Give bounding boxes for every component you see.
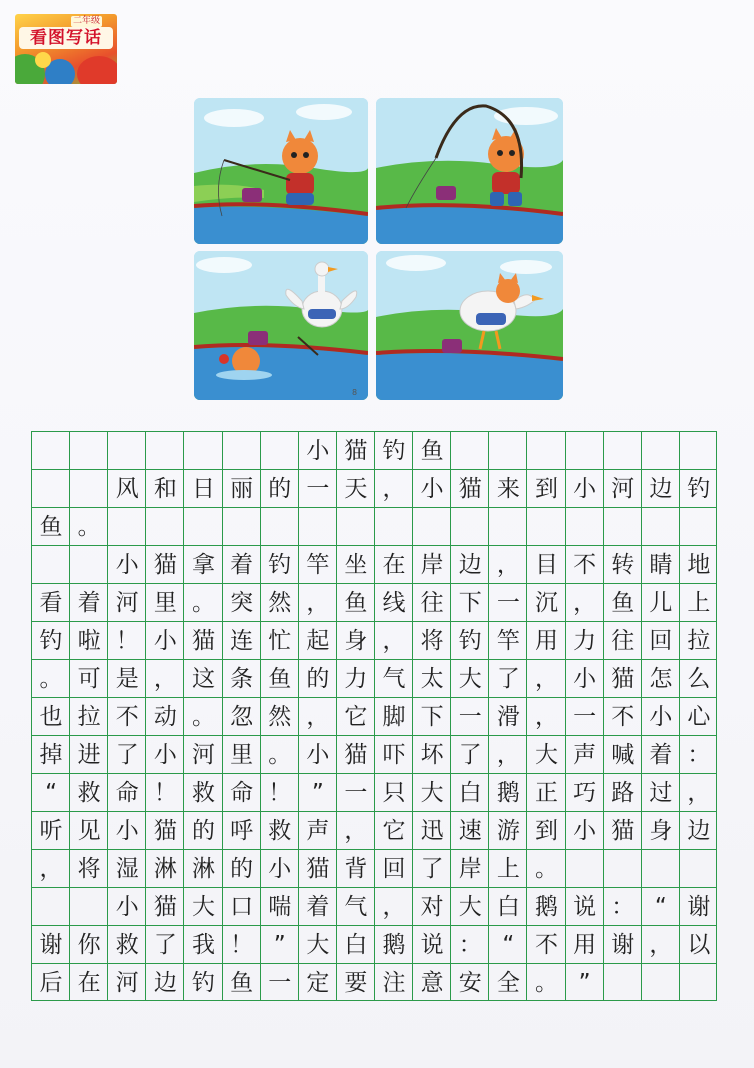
grid-cell: 条 [230,666,254,692]
grid-cell [70,470,108,508]
grid-cell: 拉 [77,704,101,730]
grid-cell: 钓 [382,438,406,464]
grid-cell: 正 [534,780,558,806]
grid-cell: 小 [115,818,139,844]
grid-cell: 淋 [153,856,177,882]
grid-cell [527,432,565,470]
grid-cell: 下 [420,704,444,730]
grid-cell: ！ [230,932,254,958]
grid-cell: 河 [191,742,215,768]
grid-cell: 意 [420,970,444,996]
grid-cell: 边 [153,970,177,996]
grid-cell: 身 [649,818,673,844]
grid-cell: ， [39,856,63,882]
grid-cell: 是 [115,666,139,692]
grid-cell: 谢 [39,932,63,958]
panel-page-number: 8 [352,388,358,397]
grid-cell: 湿 [115,856,139,882]
grid-cell: 只 [382,780,406,806]
grid-cell: 鱼 [230,970,254,996]
book-logo [15,14,117,84]
grid-cell: 过 [649,780,673,806]
essay-title-row [32,432,716,470]
grid-cell: 命 [115,780,139,806]
essay-text-row [32,622,716,660]
grid-cell: 回 [382,856,406,882]
grid-cell: 小 [573,666,597,692]
grid-cell: 连 [230,628,254,654]
grid-cell [32,432,70,470]
grid-cell [680,432,718,470]
grid-cell: 不 [573,552,597,578]
grid-cell: 竿 [496,628,520,654]
grid-cell: 。 [534,856,558,882]
grid-cell: 不 [534,932,558,958]
grid-cell [680,964,718,1002]
grid-cell: ， [496,552,520,578]
grid-cell: 进 [77,742,101,768]
grid-cell: 猫 [153,818,177,844]
grid-cell [223,432,261,470]
grid-cell: 边 [687,818,711,844]
grid-cell: 背 [344,856,368,882]
grid-cell: 日 [191,476,215,502]
essay-text-row [32,470,716,508]
grid-cell: 岸 [420,552,444,578]
grid-cell: 到 [534,476,558,502]
essay-text-row [32,508,716,546]
grid-cell [604,508,642,546]
grid-cell: 了 [496,666,520,692]
grid-cell: 猫 [153,552,177,578]
grid-cell: 喘 [268,894,292,920]
grid-cell [184,508,222,546]
essay-text-row [32,850,716,888]
grid-cell: 白 [344,932,368,958]
grid-cell: 游 [496,818,520,844]
grid-cell: 然 [268,704,292,730]
grid-cell: 猫 [306,856,330,882]
grid-cell: 河 [115,590,139,616]
grid-cell: 小 [573,476,597,502]
grid-cell [32,888,70,926]
grid-cell: 。 [39,666,63,692]
grid-cell [680,850,718,888]
illustration-panel-2 [376,98,563,244]
grid-cell: ！ [268,780,292,806]
grid-cell: 小 [306,438,330,464]
grid-cell [261,508,299,546]
grid-cell: 拉 [687,628,711,654]
grid-cell: 猫 [153,894,177,920]
grid-cell: 一 [573,704,597,730]
grid-cell: 猫 [344,742,368,768]
grid-cell: 速 [458,818,482,844]
grid-cell: 见 [77,818,101,844]
grid-cell: 鱼 [39,514,63,540]
grid-cell: 坏 [420,742,444,768]
grid-cell: ， [534,666,558,692]
grid-cell: ， [496,742,520,768]
grid-cell [642,964,680,1002]
grid-cell: 大 [191,894,215,920]
grid-cell: 太 [420,666,444,692]
grid-cell: 里 [230,742,254,768]
essay-text-row [32,660,716,698]
grid-cell: ！ [153,780,177,806]
grid-cell: 安 [458,970,482,996]
grid-cell: 了 [420,856,444,882]
grid-cell: 竿 [306,552,330,578]
grid-cell: 不 [611,704,635,730]
grid-cell: ： [687,742,711,768]
grid-cell: 睛 [649,552,673,578]
grid-cell: 将 [77,856,101,882]
grid-cell [146,432,184,470]
grid-cell: 谢 [611,932,635,958]
grid-cell: 它 [344,704,368,730]
grid-cell [566,850,604,888]
grid-cell: 力 [573,628,597,654]
grid-cell: 的 [268,476,292,502]
grid-cell [566,508,604,546]
grid-cell: 救 [191,780,215,806]
grid-cell: 忙 [268,628,292,654]
grid-cell: ， [382,476,406,502]
essay-text-row [32,736,716,774]
grid-cell: 到 [534,818,558,844]
grid-cell: 救 [268,818,292,844]
grid-cell: 巧 [573,780,597,806]
grid-cell: 命 [230,780,254,806]
essay-text-row [32,964,716,1002]
grid-cell: 口 [230,894,254,920]
grid-cell: 着 [306,894,330,920]
grid-cell: 救 [115,932,139,958]
grid-cell: 我 [191,932,215,958]
grid-cell [489,432,527,470]
grid-cell: 边 [458,552,482,578]
grid-cell: 河 [115,970,139,996]
grid-cell [70,432,108,470]
grid-cell: 丽 [230,476,254,502]
essay-text-row [32,888,716,926]
grid-cell: 以 [687,932,711,958]
essay-text-row [32,926,716,964]
grid-cell: 大 [420,780,444,806]
grid-cell: 钓 [458,628,482,654]
essay-text-row [32,774,716,812]
grid-cell: 上 [496,856,520,882]
grid-cell: 也 [39,704,63,730]
grid-cell: 呼 [230,818,254,844]
grid-cell: 鹅 [534,894,558,920]
grid-cell [375,508,413,546]
grid-cell: 往 [420,590,444,616]
grid-cell [108,508,146,546]
grid-cell [70,888,108,926]
grid-cell [299,508,337,546]
grid-cell: 儿 [649,590,673,616]
grid-cell: 一 [496,590,520,616]
grid-cell: 它 [382,818,406,844]
grid-cell: 在 [77,970,101,996]
grid-cell: 看 [39,590,63,616]
grid-cell: 钓 [191,970,215,996]
grid-cell: 鱼 [268,666,292,692]
grid-cell: 气 [382,666,406,692]
grid-cell: 坐 [344,552,368,578]
grid-cell: 大 [306,932,330,958]
grid-cell: 下 [458,590,482,616]
illustration-panel-1 [194,98,368,244]
essay-text-row [32,698,716,736]
grid-cell: 了 [458,742,482,768]
grid-cell: 小 [649,704,673,730]
grid-cell: 。 [191,704,215,730]
grid-cell: 天 [344,476,368,502]
grid-cell: ， [344,818,368,844]
grid-cell: 注 [382,970,406,996]
grid-cell: “ [654,894,667,920]
grid-cell: ， [382,628,406,654]
grid-cell [413,508,451,546]
grid-cell: 小 [420,476,444,502]
grid-cell [642,850,680,888]
grid-cell: 路 [611,780,635,806]
grid-cell: 着 [649,742,673,768]
grid-cell: 河 [611,476,635,502]
grid-cell: 钓 [268,552,292,578]
grid-cell: 小 [115,894,139,920]
grid-cell: 猫 [611,818,635,844]
grid-cell: 力 [344,666,368,692]
grid-cell: ， [534,704,558,730]
grid-cell: 鱼 [344,590,368,616]
grid-cell: 啦 [77,628,101,654]
grid-cell: 大 [458,894,482,920]
grid-cell [566,432,604,470]
grid-cell [32,546,70,584]
grid-cell: 着 [230,552,254,578]
grid-cell: 大 [534,742,558,768]
grid-cell: 可 [77,666,101,692]
grid-cell: 说 [420,932,444,958]
grid-cell: 身 [344,628,368,654]
grid-cell [32,470,70,508]
grid-cell: 了 [153,932,177,958]
grid-cell: ： [458,932,482,958]
grid-cell: 鱼 [420,438,444,464]
grid-cell: 。 [534,970,558,996]
grid-cell: 一 [344,780,368,806]
grid-cell: 一 [458,704,482,730]
grid-cell: 迅 [420,818,444,844]
grid-cell: 沉 [534,590,558,616]
grid-cell: 转 [611,552,635,578]
essay-writing-grid [31,431,717,1001]
grid-cell: 声 [573,742,597,768]
grid-cell: 线 [382,590,406,616]
grid-cell: 风 [115,476,139,502]
logo-title: 看图写话 [19,27,113,49]
grid-cell [489,508,527,546]
grid-cell [642,432,680,470]
grid-cell: 猫 [344,438,368,464]
grid-cell: ” [578,970,591,996]
grid-cell: 小 [306,742,330,768]
grid-cell: 目 [534,552,558,578]
grid-cell: 大 [458,666,482,692]
grid-cell: 淋 [191,856,215,882]
grid-cell: ， [306,704,330,730]
grid-cell: 钓 [39,628,63,654]
grid-cell: 一 [268,970,292,996]
grid-cell: 全 [496,970,520,996]
grid-cell [642,508,680,546]
grid-cell: 猫 [191,628,215,654]
grid-cell: 对 [420,894,444,920]
grid-cell: 这 [191,666,215,692]
grid-cell: 小 [153,628,177,654]
grid-cell: 定 [306,970,330,996]
grid-cell: 吓 [382,742,406,768]
illustration-panel-4 [376,251,563,400]
grid-cell: 怎 [649,666,673,692]
grid-cell: 猫 [611,666,635,692]
grid-cell [604,850,642,888]
grid-cell: 听 [39,818,63,844]
grid-cell: ： [611,894,635,920]
grid-cell: 在 [382,552,406,578]
grid-cell: ， [687,780,711,806]
grid-cell: 救 [77,780,101,806]
grid-cell [451,432,489,470]
grid-cell: ， [382,894,406,920]
grid-cell: 喊 [611,742,635,768]
grid-cell: ” [273,932,286,958]
grid-cell: 鹅 [382,932,406,958]
grid-cell: 么 [687,666,711,692]
grid-cell: 动 [153,704,177,730]
grid-cell: 着 [77,590,101,616]
grid-cell [680,508,718,546]
grid-cell: 地 [687,552,711,578]
grid-cell: “ [502,932,515,958]
grid-cell: 要 [344,970,368,996]
grid-cell: 白 [458,780,482,806]
grid-cell [337,508,375,546]
logo-grade-label: 二年级 [73,16,101,26]
grid-cell [604,432,642,470]
grid-cell: 突 [230,590,254,616]
grid-cell: 忽 [230,704,254,730]
grid-cell: 往 [611,628,635,654]
grid-cell: 来 [496,476,520,502]
grid-cell: 滑 [496,704,520,730]
grid-cell: 小 [153,742,177,768]
grid-cell [184,432,222,470]
grid-cell: 用 [573,932,597,958]
grid-cell: 拿 [191,552,215,578]
grid-cell: “ [45,780,58,806]
grid-cell [604,964,642,1002]
grid-cell: 气 [344,894,368,920]
grid-cell [261,432,299,470]
grid-cell: 。 [268,742,292,768]
grid-cell: 上 [687,590,711,616]
grid-cell [223,508,261,546]
grid-cell: 然 [268,590,292,616]
grid-cell: 边 [649,476,673,502]
illustration-panel-3 [194,251,368,400]
grid-cell: ， [649,932,673,958]
grid-cell: 脚 [382,704,406,730]
essay-text-row [32,584,716,622]
grid-cell: 的 [306,666,330,692]
grid-cell: 鹅 [496,780,520,806]
grid-cell: 的 [230,856,254,882]
grid-cell: 说 [573,894,597,920]
grid-cell [108,432,146,470]
grid-cell [70,546,108,584]
grid-cell: 谢 [687,894,711,920]
grid-cell: 岸 [458,856,482,882]
grid-cell: 将 [420,628,444,654]
essay-text-row [32,812,716,850]
grid-cell: 小 [573,818,597,844]
grid-cell: 里 [153,590,177,616]
grid-cell: 后 [39,970,63,996]
grid-cell: 了 [115,742,139,768]
grid-cell: ， [306,590,330,616]
grid-cell [451,508,489,546]
grid-cell: 一 [306,476,330,502]
grid-cell: 鱼 [611,590,635,616]
grid-cell: 和 [153,476,177,502]
grid-cell: 小 [268,856,292,882]
grid-cell: 白 [496,894,520,920]
grid-cell: 用 [534,628,558,654]
grid-cell: 的 [191,818,215,844]
grid-cell: 钓 [687,476,711,502]
grid-cell: 回 [649,628,673,654]
grid-cell: 猫 [458,476,482,502]
grid-cell: ， [573,590,597,616]
grid-cell: 掉 [39,742,63,768]
grid-cell: 起 [306,628,330,654]
grid-cell: 声 [306,818,330,844]
grid-cell: 不 [115,704,139,730]
grid-cell: ， [153,666,177,692]
grid-cell [146,508,184,546]
grid-cell: 你 [77,932,101,958]
grid-cell: ！ [115,628,139,654]
essay-text-row [32,546,716,584]
grid-cell [527,508,565,546]
grid-cell: 小 [115,552,139,578]
grid-cell: 。 [77,514,101,540]
grid-cell: 。 [191,590,215,616]
grid-cell: 心 [687,704,711,730]
grid-cell: ” [311,780,324,806]
